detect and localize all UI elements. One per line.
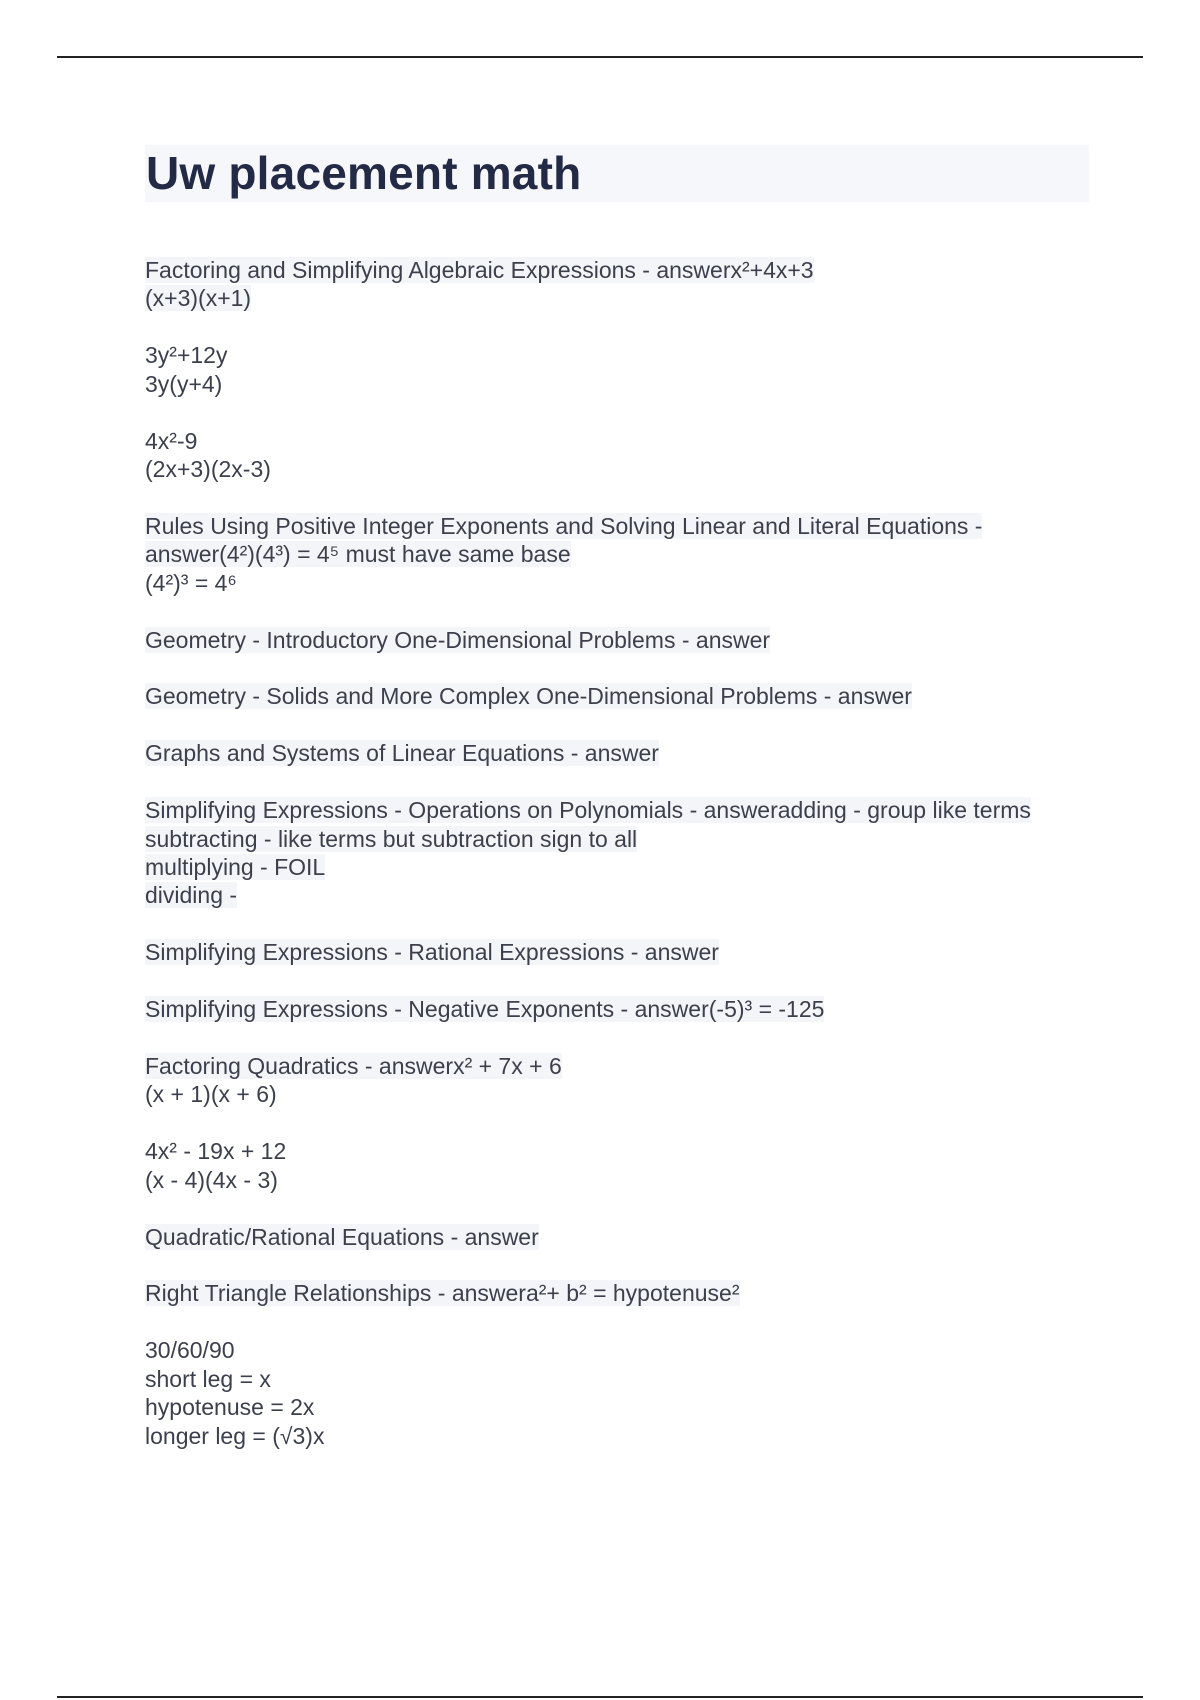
page-bottom-rule — [57, 1696, 1143, 1698]
flashcard-paragraph — [145, 1336, 1105, 1450]
flashcard-paragraph — [145, 1137, 1105, 1194]
answer-line — [145, 1422, 1105, 1450]
line-text: multiplying - FOIL — [145, 853, 326, 880]
line-text: 30/60/90 — [145, 1337, 235, 1364]
question-line — [145, 1223, 1105, 1251]
line-text: Factoring Quadratics - answerx² + 7x + 6 — [145, 1053, 562, 1080]
question-line — [145, 512, 1105, 540]
answer-line — [145, 1137, 1105, 1165]
line-text: longer leg = (√3)x — [145, 1422, 325, 1449]
flashcard-paragraph — [145, 427, 1105, 484]
flashcard-paragraph — [145, 682, 1105, 710]
question-line — [145, 938, 1105, 966]
flashcard-paragraph — [145, 626, 1105, 654]
question-line — [145, 540, 1105, 568]
question-line — [145, 739, 1105, 767]
line-text: Geometry - Solids and More Complex One-Dimensional Problems - answer — [145, 683, 912, 710]
page-title: Uw placement math — [146, 147, 582, 199]
question-line — [145, 881, 1105, 909]
line-text: Simplifying Expressions - Negative Exponents - answer(-5)³ = -125 — [145, 996, 825, 1023]
flashcard-paragraph — [145, 739, 1105, 767]
question-line — [145, 626, 1105, 654]
line-text: Simplifying Expressions - Operations on Polynomials - answeradding - group like terms — [145, 797, 1031, 824]
page-top-rule — [57, 56, 1143, 58]
flashcard-paragraph — [145, 938, 1105, 966]
flashcard-paragraph — [145, 1223, 1105, 1251]
question-line — [145, 1052, 1105, 1080]
line-text: answer(4²)(4³) = 4⁵ must have same base — [145, 541, 571, 568]
line-text: Simplifying Expressions - Rational Expressions - answer — [145, 939, 719, 966]
question-line — [145, 682, 1105, 710]
question-line — [145, 825, 1105, 853]
question-line — [145, 995, 1105, 1023]
flashcard-paragraph — [145, 512, 1105, 597]
line-text: (x + 1)(x + 6) — [145, 1081, 277, 1108]
line-text: hypotenuse = 2x — [145, 1394, 315, 1421]
answer-line — [145, 427, 1105, 455]
flashcard-paragraph — [145, 341, 1105, 398]
answer-line — [145, 455, 1105, 483]
flashcard-paragraph — [145, 1279, 1105, 1307]
line-text: (4²)³ = 4⁶ — [145, 569, 237, 596]
line-text: Geometry - Introductory One-Dimensional Problems - answer — [145, 626, 771, 653]
line-text: (x - 4)(4x - 3) — [145, 1166, 278, 1193]
line-text: dividing - — [145, 882, 238, 909]
line-text: Quadratic/Rational Equations - answer — [145, 1223, 539, 1250]
question-line — [145, 284, 1105, 312]
line-text: subtracting - like terms but subtraction sign to all — [145, 825, 638, 852]
line-text: short leg = x — [145, 1365, 271, 1392]
answer-line — [145, 1080, 1105, 1108]
question-line — [145, 256, 1105, 284]
question-line — [145, 853, 1105, 881]
answer-line — [145, 569, 1105, 597]
line-text: Rules Using Positive Integer Exponents and Solving Linear and Literal Equations - — [145, 512, 983, 539]
answer-line — [145, 1365, 1105, 1393]
line-text: (2x+3)(2x-3) — [145, 455, 271, 482]
line-text: Graphs and Systems of Linear Equations - answer — [145, 740, 659, 767]
answer-line — [145, 1166, 1105, 1194]
question-line — [145, 1279, 1105, 1307]
answer-line — [145, 341, 1105, 369]
flashcard-paragraph — [145, 1052, 1105, 1109]
answer-line — [145, 1393, 1105, 1421]
document-body — [145, 256, 1105, 1478]
line-text: Right Triangle Relationships - answera²+ b² = hypotenuse² — [145, 1280, 740, 1307]
line-text: (x+3)(x+1) — [145, 285, 252, 312]
line-text: 4x² - 19x + 12 — [145, 1138, 287, 1165]
flashcard-paragraph — [145, 256, 1105, 313]
flashcard-paragraph — [145, 995, 1105, 1023]
line-text: 3y²+12y — [145, 342, 228, 369]
line-text: 4x²-9 — [145, 427, 198, 454]
answer-line — [145, 1336, 1105, 1364]
question-line — [145, 796, 1105, 824]
line-text: Factoring and Simplifying Algebraic Expressions - answerx²+4x+3 — [145, 257, 814, 283]
line-text: 3y(y+4) — [145, 370, 223, 397]
flashcard-paragraph — [145, 796, 1105, 910]
answer-line — [145, 370, 1105, 398]
